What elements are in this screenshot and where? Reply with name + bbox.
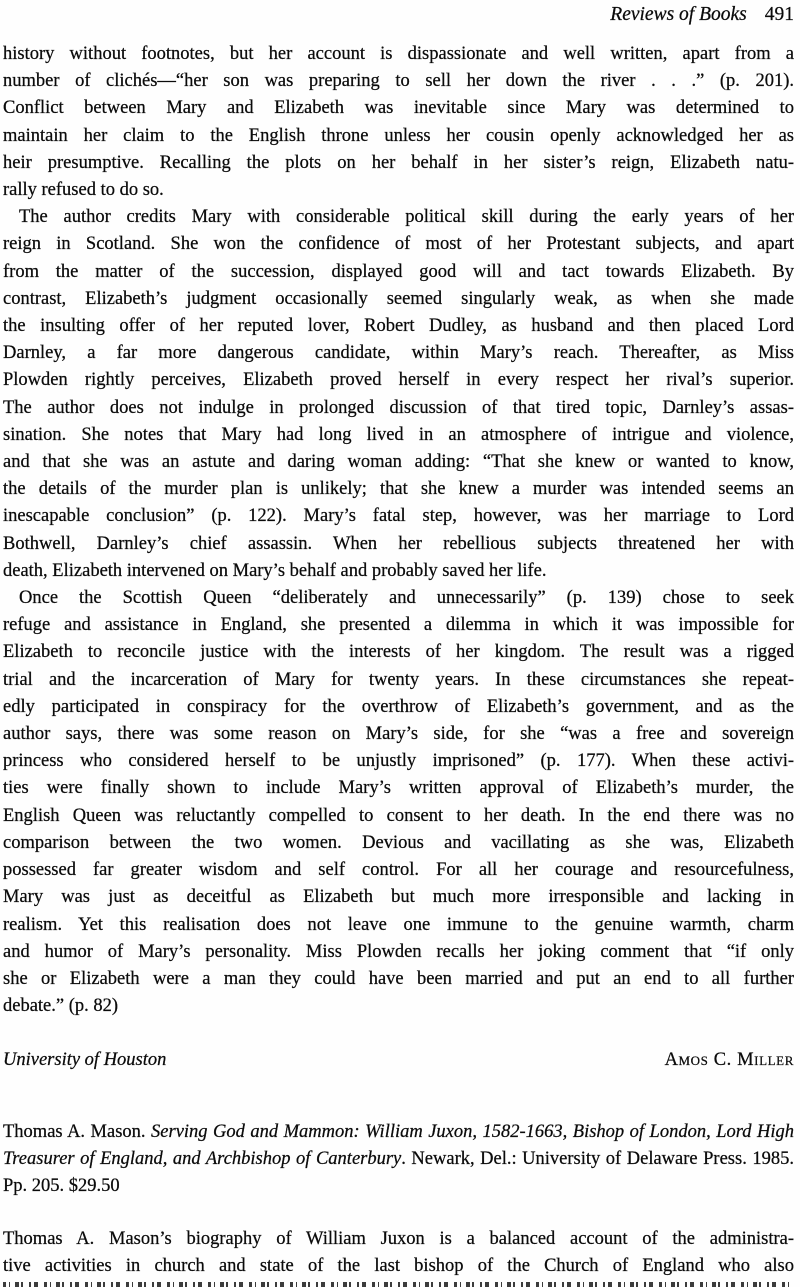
text-line: The author credits Mary with considerable political skill during the early years of her — [19, 207, 794, 228]
text-line: number of clichés—“her son was preparing to sell her down the river . . .” (p. 201). — [3, 71, 794, 92]
text-line: Darnley, a far more dangerous candidate, within Mary’s reach. Thereafter, as Miss — [3, 343, 794, 364]
reviewer-name: Amos C. Miller — [664, 1050, 794, 1070]
review2-body-text — [3, 1226, 794, 1280]
text-line: inescapable conclusion” (p. 122). Mary’s fatal step, however, was her marriage to Lord — [3, 506, 794, 527]
text-line: Once the Scottish Queen “deliberately and unnecessarily” (p. 139) chose to seek — [19, 588, 794, 609]
text-line: ties were finally shown to include Mary’s written approval of Elizabeth’s murder, the — [3, 778, 794, 799]
text-line: death, Elizabeth intervened on Mary’s behalf and probably saved her life. — [3, 560, 547, 581]
text-line: rally refused to do so. — [3, 180, 164, 201]
text-line: debate.” (p. 82) — [3, 996, 119, 1017]
text-line: reign in Scotland. She won the confidence of most of her Protestant subjects, and apart — [3, 234, 794, 255]
text-line: and humor of Mary’s personality. Miss Plowden recalls her joking comment that “if only — [3, 941, 794, 962]
text-line: possessed far greater wisdom and self control. For all her courage and resourcefulness, — [3, 860, 794, 881]
text-line: the details of the murder plan is unlikely; that she knew a murder was intended seems an — [3, 479, 794, 500]
text-line: Conflict between Mary and Elizabeth was inevitable since Mary was determined to — [3, 98, 794, 119]
text-line: tive activities in church and state of the last bishop of the Church of England who also — [3, 1256, 794, 1277]
text-line: Bothwell, Darnley’s chief assassin. When her rebellious subjects threatened her with — [3, 533, 794, 554]
text-line: Mary was just as deceitful as Elizabeth but much more irresponsible and lacking in — [3, 887, 794, 908]
citation-author: Thomas A. Mason. — [3, 1122, 152, 1142]
text-line: princess who considered herself to be unjustly imprisoned” (p. 177). When these activi- — [3, 751, 794, 772]
text-line: the insulting offer of her reputed lover, Robert Dudley, as husband and then placed Lord — [3, 316, 794, 337]
page-number: 491 — [764, 4, 794, 25]
text-line: sination. She notes that Mary had long lived in an atmosphere of intrigue and violence, — [3, 424, 794, 445]
journal-title: Reviews of Books — [610, 4, 747, 25]
text-line: refuge and assistance in England, she presented a dilemma in which it was impossible for — [3, 615, 794, 636]
text-line: Elizabeth to reconcile justice with the interests of her kingdom. The result was a rigged — [3, 642, 794, 663]
citation-publication-info: . Newark, Del.: University of Delaware Press. 1985. Pp. 205. $29.50 — [3, 1149, 794, 1197]
text-line: trial and the incarceration of Mary for twenty years. In these circumstances she repeat- — [3, 669, 794, 690]
text-line: maintain her claim to the English throne unless her cousin openly acknowledged her as — [3, 125, 794, 146]
text-line: Thomas A. Mason’s biography of William Juxon is a balanced account of the administra- — [3, 1229, 794, 1249]
text-line: Plowden rightly perceives, Elizabeth proved herself in every respect her rival’s superior. — [3, 370, 794, 391]
text-line: realism. Yet this realisation does not leave one immune to the genuine warmth, charm — [3, 914, 794, 935]
reviewer-affiliation: University of Houston — [3, 1050, 167, 1070]
text-line: The author does not indulge in prolonged discussion of that tired topic, Darnley’s assas- — [3, 397, 794, 418]
review1-body-text — [3, 41, 794, 1020]
text-line: history without footnotes, but her account is dispassionate and well written, apart from a — [3, 44, 794, 64]
running-head — [3, 3, 794, 27]
review1-signature — [3, 1050, 794, 1071]
text-line: from the matter of the succession, displayed good will and tact towards Elizabeth. By — [3, 261, 794, 282]
text-line: edly participated in conspiracy for the overthrow of Elizabeth’s government, and as the — [3, 696, 794, 717]
text-line: English Queen was reluctantly compelled to consent to her death. In the end there was no — [3, 805, 794, 826]
text-line: comparison between the two women. Devious and vacillating as she was, Elizabeth — [3, 832, 794, 853]
text-line: author says, there was some reason on Mary’s side, for she “was a free and sovereign — [3, 724, 794, 745]
text-line: she or Elizabeth were a man they could have been married and put an end to all further — [3, 968, 794, 989]
text-line: and that she was an astute and daring woman adding: “That she knew or wanted to know, — [3, 452, 794, 473]
text-line: heir presumptive. Recalling the plots on her behalf in her sister’s reign, Elizabeth natu- — [3, 152, 794, 173]
book-citation — [3, 1119, 794, 1201]
clipped-next-text-line — [3, 1282, 794, 1287]
text-line: contrast, Elizabeth’s judgment occasionally seemed singularly weak, as when she made — [3, 288, 794, 309]
citation-book-title: Serving God and Mammon: William Juxon, 1582-1663, Bishop of London, Lord High Treasurer of England, and Archbishop of Canterbury — [3, 1122, 794, 1170]
